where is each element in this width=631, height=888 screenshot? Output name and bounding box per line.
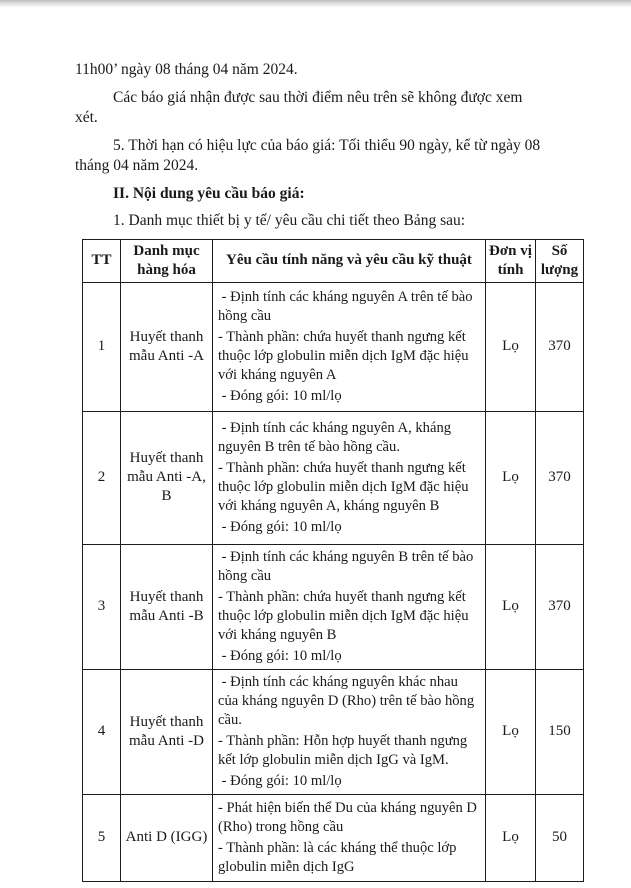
cell-tt: 4: [83, 669, 121, 794]
cell-item-name: Huyết thanh mẫu Anti -A: [121, 282, 213, 411]
page-top-edge: [0, 0, 631, 8]
cell-specs: [213, 544, 486, 669]
spec-line: - Thành phần: chứa huyết thanh ngưng kết thuộc lớp globulin miễn dịch IgM đặc hiệu với kháng nguyên A: [218, 328, 473, 383]
cell-tt: 5: [83, 794, 121, 881]
cell-item-name: Huyết thanh mẫu Anti -D: [121, 669, 213, 794]
cell-unit: Lọ: [486, 794, 536, 881]
col-header-qty: Số lượng: [536, 239, 584, 282]
cell-tt: 3: [83, 544, 121, 669]
cell-specs: [213, 282, 486, 411]
spec-line: - Đóng gói: 10 ml/lọ: [218, 518, 342, 535]
cell-unit: Lọ: [486, 544, 536, 669]
cell-item-name: Huyết thanh mẫu Anti -B: [121, 544, 213, 669]
cell-specs: [213, 669, 486, 794]
table-header-row: [83, 239, 584, 282]
paragraph-late-rejection: Các báo giá nhận được sau thời điểm nêu trên sẽ không được xem xét.: [75, 88, 523, 126]
cell-qty: 50: [536, 794, 584, 881]
cell-qty: 370: [536, 544, 584, 669]
section-ii-heading: II. Nội dung yêu cầu báo giá:: [113, 184, 305, 202]
cell-tt: 2: [83, 411, 121, 544]
cell-unit: Lọ: [486, 282, 536, 411]
cell-unit: Lọ: [486, 669, 536, 794]
col-header-unit: Đơn vị tính: [486, 239, 536, 282]
cell-specs: [213, 794, 486, 881]
col-header-specs: Yêu cầu tính năng và yêu cầu kỹ thuật: [213, 239, 486, 282]
spec-line: - Thành phần: là các kháng thể thuộc lớp globulin miễn dịch IgG: [218, 839, 461, 875]
spec-line: - Định tính các kháng nguyên B trên tế bào hồng cầu: [218, 548, 477, 584]
cell-qty: 370: [536, 282, 584, 411]
table-row: [83, 544, 584, 669]
cell-tt: 1: [83, 282, 121, 411]
paragraph-validity-period: 5. Thời hạn có hiệu lực của báo giá: Tối thiểu 90 ngày, kể từ ngày 08 tháng 04 năm 2024.: [75, 136, 541, 174]
document-body: [75, 60, 579, 882]
spec-line: - Đóng gói: 10 ml/lọ: [218, 647, 342, 664]
paragraph-bid-deadline: 11h00’ ngày 08 tháng 04 năm 2024.: [75, 61, 298, 78]
spec-line: - Định tính các kháng nguyên khác nhau của kháng nguyên D (Rho) trên tế bào hồng cầu.: [218, 673, 478, 728]
table-row: [83, 794, 584, 881]
spec-line: - Đóng gói: 10 ml/lọ: [218, 387, 342, 404]
table-row: [83, 669, 584, 794]
spec-line: - Thành phần: chứa huyết thanh ngưng kết thuộc lớp globulin miễn dịch IgM đặc hiệu với kháng nguyên B: [218, 588, 473, 643]
cell-specs: [213, 411, 486, 544]
col-header-tt: TT: [83, 239, 121, 282]
spec-line: - Định tính các kháng nguyên A, kháng nguyên B trên tế bào hồng cầu.: [218, 419, 455, 455]
col-header-item: Danh mục hàng hóa: [121, 239, 213, 282]
items-table: [82, 239, 584, 882]
table-row: [83, 411, 584, 544]
cell-item-name: Anti D (IGG): [121, 794, 213, 881]
cell-qty: 150: [536, 669, 584, 794]
spec-line: - Thành phần: chứa huyết thanh ngưng kết thuộc lớp globulin miễn dịch IgM đặc hiệu với kháng nguyên A, kháng nguyên B: [218, 459, 473, 514]
spec-line: - Định tính các kháng nguyên A trên tế bào hồng cầu: [218, 288, 477, 324]
table-intro: 1. Danh mục thiết bị y tế/ yêu cầu chi tiết theo Bảng sau:: [113, 212, 466, 229]
spec-line: - Đóng gói: 10 ml/lọ: [218, 772, 342, 789]
cell-item-name: Huyết thanh mẫu Anti -A, B: [121, 411, 213, 544]
table-row: [83, 282, 584, 411]
cell-unit: Lọ: [486, 411, 536, 544]
spec-line: - Thành phần: Hỗn hợp huyết thanh ngưng kết lớp globulin miễn dịch IgG và IgM.: [218, 732, 471, 768]
cell-qty: 370: [536, 411, 584, 544]
spec-line: - Phát hiện biến thể Du của kháng nguyên D (Rho) trong hồng cầu: [218, 799, 481, 835]
